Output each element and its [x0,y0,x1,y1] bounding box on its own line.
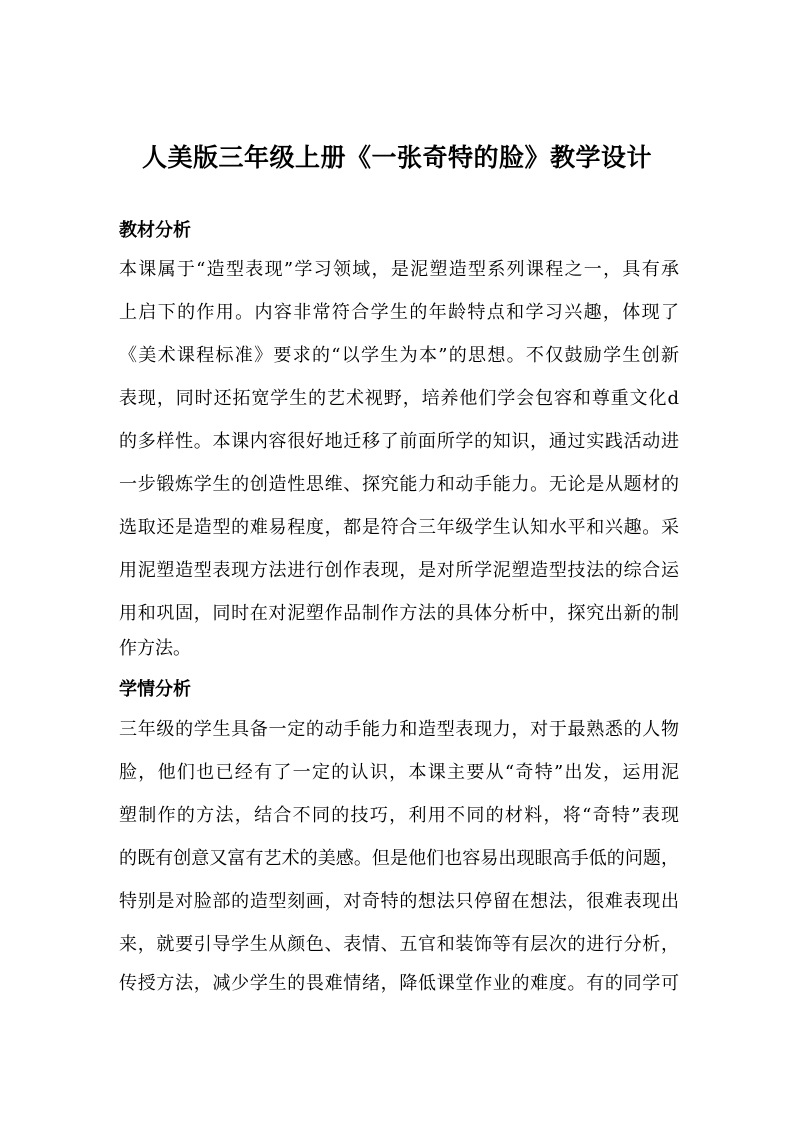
paragraph-line: 《美术课程标准》要求的“以学生为本”的思想。不仅鼓励学生创新 [119,345,679,366]
paragraph-line: 的多样性。本课内容很好地迁移了前面所学的知识，通过实践活动进 [119,431,679,452]
paragraph-line: 来，就要引导学生从颜色、表情、五官和装饰等有层次的进行分析， [119,934,679,955]
paragraph-line: 塑制作的方法，结合不同的技巧，利用不同的材料，将“奇特”表现 [119,805,679,826]
paragraph-line: 作方法。 [119,638,191,659]
paragraph-line: 表现，同时还拓宽学生的艺术视野，培养他们学会包容和尊重文化d [119,388,679,409]
paragraph-line: 本课属于“造型表现”学习领域，是泥塑造型系列课程之一，具有承 [119,259,679,280]
paragraph-line: 一步锻炼学生的创造性思维、探究能力和动手能力。无论是从题材的 [119,474,679,495]
paragraph-line: 传授方法，减少学生的畏难情绪，降低课堂作业的难度。有的同学可 [119,973,679,994]
paragraph-line: 的既有创意又富有艺术的美感。但是他们也容易出现眼高手低的问题， [119,848,679,869]
paragraph-line: 特别是对脸部的造型刻画，对奇特的想法只停留在想法，很难表现出 [119,891,679,912]
paragraph-line: 三年级的学生具备一定的动手能力和造型表现力，对于最熟悉的人物 [119,719,679,740]
paragraph-line: 用和巩固，同时在对泥塑作品制作方法的具体分析中，探究出新的制 [119,603,679,624]
paragraph-line: 用泥塑造型表现方法进行创作表现，是对所学泥塑造型技法的综合运 [119,560,679,581]
section-heading-textbook-analysis: 教材分析 [119,220,191,241]
paragraph-line: 选取还是造型的难易程度，都是符合三年级学生认知水平和兴趣。采 [119,517,679,538]
paragraph-line: 脸，他们也已经有了一定的认识，本课主要从“奇特”出发，运用泥 [119,762,679,783]
paragraph-line: 上启下的作用。内容非常符合学生的年龄特点和学习兴趣，体现了 [119,302,679,323]
section-heading-learner-analysis: 学情分析 [119,679,191,700]
page-title: 人美版三年级上册《一张奇特的脸》教学设计 [141,143,652,172]
